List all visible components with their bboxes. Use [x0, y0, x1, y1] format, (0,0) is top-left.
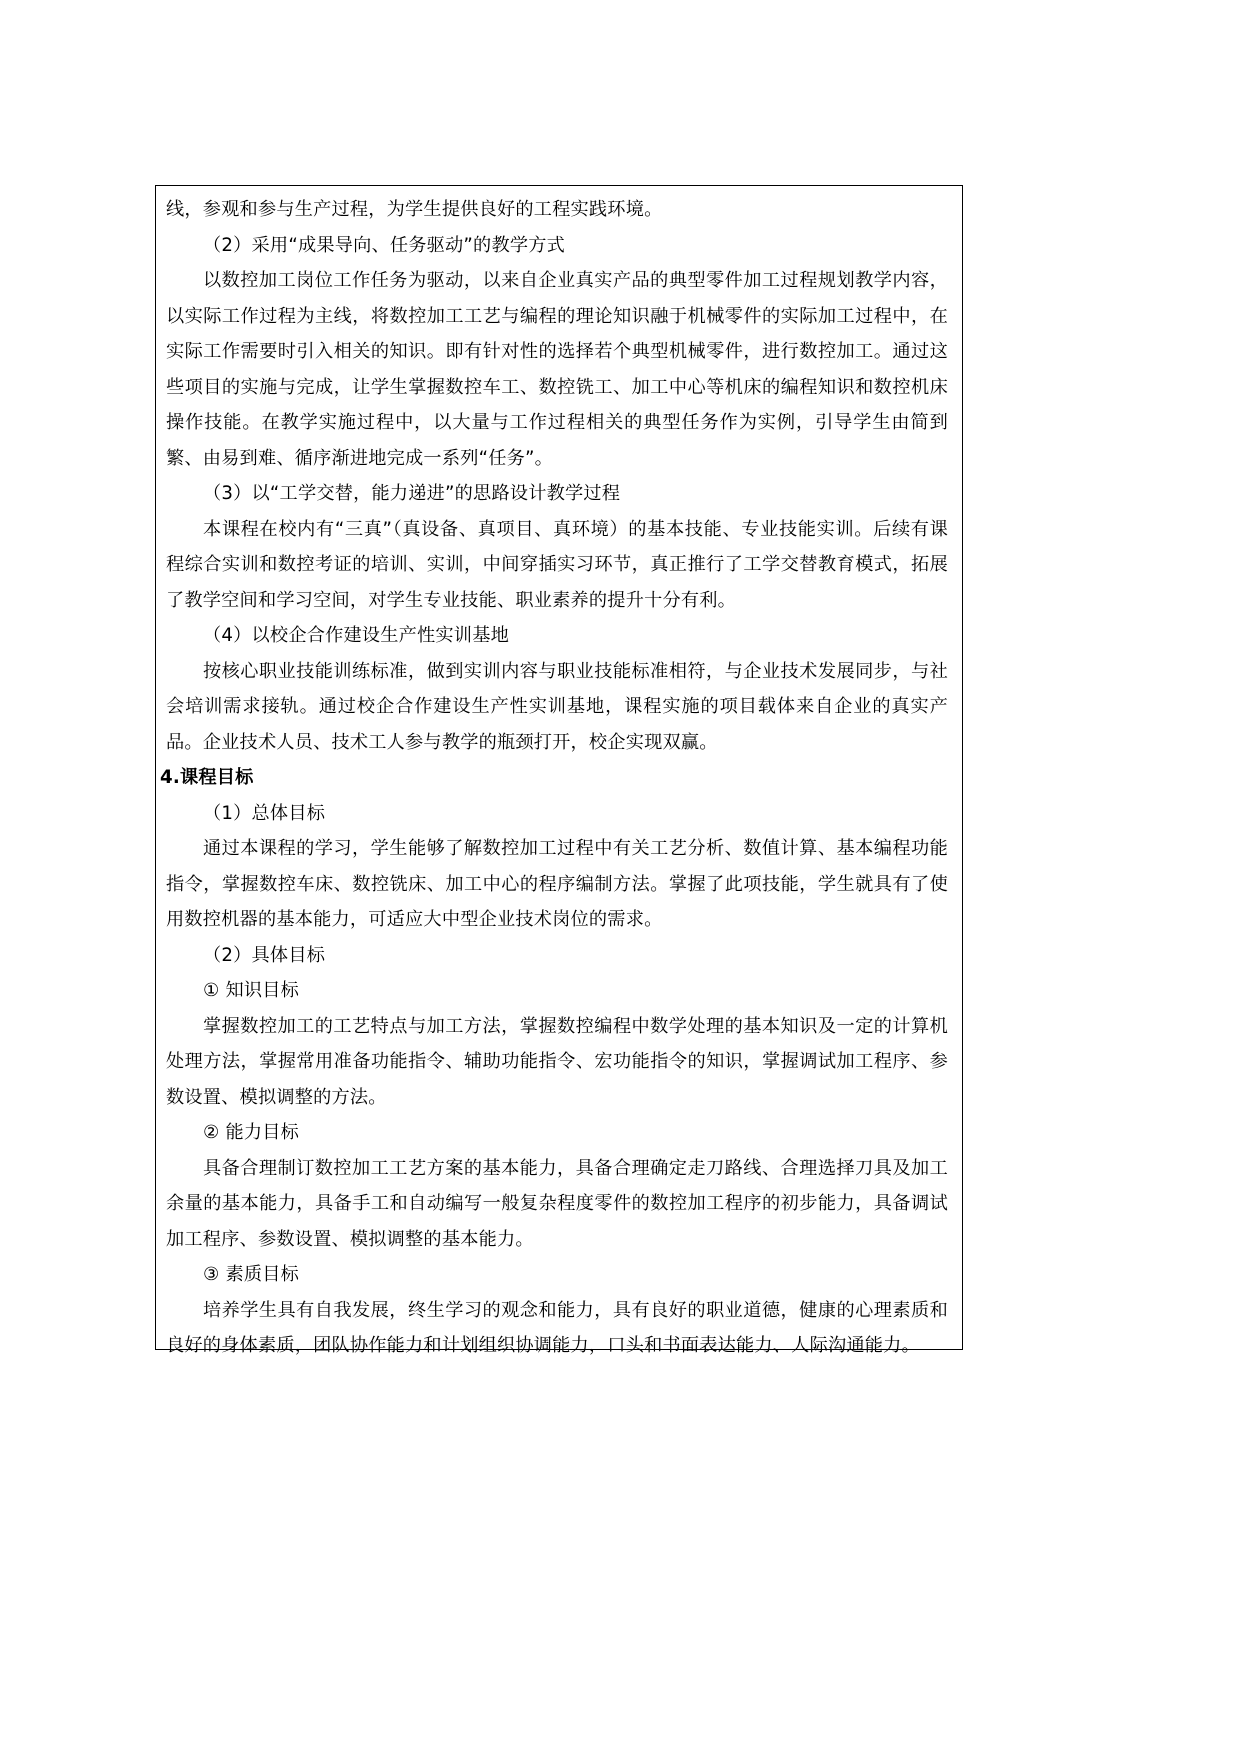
subheading-4: （4）以校企合作建设生产性实训基地 — [203, 625, 509, 646]
paragraph-body: 通过本课程的学习，学生能够了解数控加工过程中有关工艺分析、数值计算、基本编程功能指令，掌握数控车床、数控铣床、加工中心的程序编制方法。掌握了此项技能，学生就具有了使用数控机器的基本能力，可适应大中型企业技术岗位的需求。 — [166, 838, 948, 930]
paragraph-body: 按核心职业技能训练标准，做到实训内容与职业技能标准相符，与企业技术发展同步，与社会培训需求接轨。通过校企合作建设生产性实训基地，课程实施的项目载体来自企业的真实产品。企业技术人员、技术工人参与教学的瓶颈打开，校企实现双赢。 — [166, 660, 948, 753]
paragraph-continuation: 线，参观和参与生产过程，为学生提供良好的工程实践环境。 — [166, 199, 663, 220]
document-text-body — [160, 192, 956, 1364]
paragraph-body: 以数控加工岗位工作任务为驱动，以来自企业真实产品的典型零件加工过程规划教学内容，以实际工作过程为主线，将数控加工工艺与编程的理论知识融于机械零件的实际加工过程中，在实际工作需要时引入相关的知识。即有针对性的选择若个典型机械零件，进行数控加工。通过这些项目的实施与完成，让学生掌握数控车工、数控铣工、加工中心等机床的编程知识和数控机床操作技能。在教学实施过程中，以大量与工作过程相关的典型任务作为实例，引导学生由简到繁、由易到难、循序渐进地完成一系列“任务”。 — [166, 270, 948, 469]
subheading-knowledge-objective: ① 知识目标 — [203, 980, 300, 1001]
paragraph-body: 培养学生具有自我发展，终生学习的观念和能力，具有良好的职业道德，健康的心理素质和良好的身体素质，团队协作能力和计划组织协调能力，口头和书面表达能力、人际沟通能力。 — [166, 1299, 948, 1356]
paragraph-body: 本课程在校内有“三真”（真设备、真项目、真环境）的基本技能、专业技能实训。后续有课程综合实训和数控考证的培训、实训，中间穿插实习环节，真正推行了工学交替教育模式，拓展了教学空间和学习空间，对学生专业技能、职业素养的提升十分有利。 — [166, 518, 948, 611]
subheading-overall-objective: （1）总体目标 — [203, 802, 326, 824]
subheading-2: （2）采用“成果导向、任务驱动”的教学方式 — [203, 234, 565, 256]
section-heading-course-objectives: 4.课程目标 — [160, 767, 254, 788]
subheading-3: （3）以“工学交替，能力递进”的思路设计教学过程 — [203, 483, 621, 504]
paragraph-body: 具备合理制订数控加工工艺方案的基本能力，具备合理确定走刀路线、合理选择刀具及加工余量的基本能力，具备手工和自动编写一般复杂程度零件的数控加工程序的初步能力，具备调试加工程序、参数设置、模拟调整的基本能力。 — [166, 1157, 948, 1250]
paragraph-body: 掌握数控加工的工艺特点与加工方法，掌握数控编程中数学处理的基本知识及一定的计算机处理方法，掌握常用准备功能指令、辅助功能指令、宏功能指令的知识，掌握调试加工程序、参数设置、模拟调整的方法。 — [166, 1015, 948, 1108]
subheading-specific-objective: （2）具体目标 — [203, 944, 326, 966]
subheading-ability-objective: ② 能力目标 — [203, 1122, 300, 1143]
subheading-quality-objective: ③ 素质目标 — [203, 1264, 300, 1285]
